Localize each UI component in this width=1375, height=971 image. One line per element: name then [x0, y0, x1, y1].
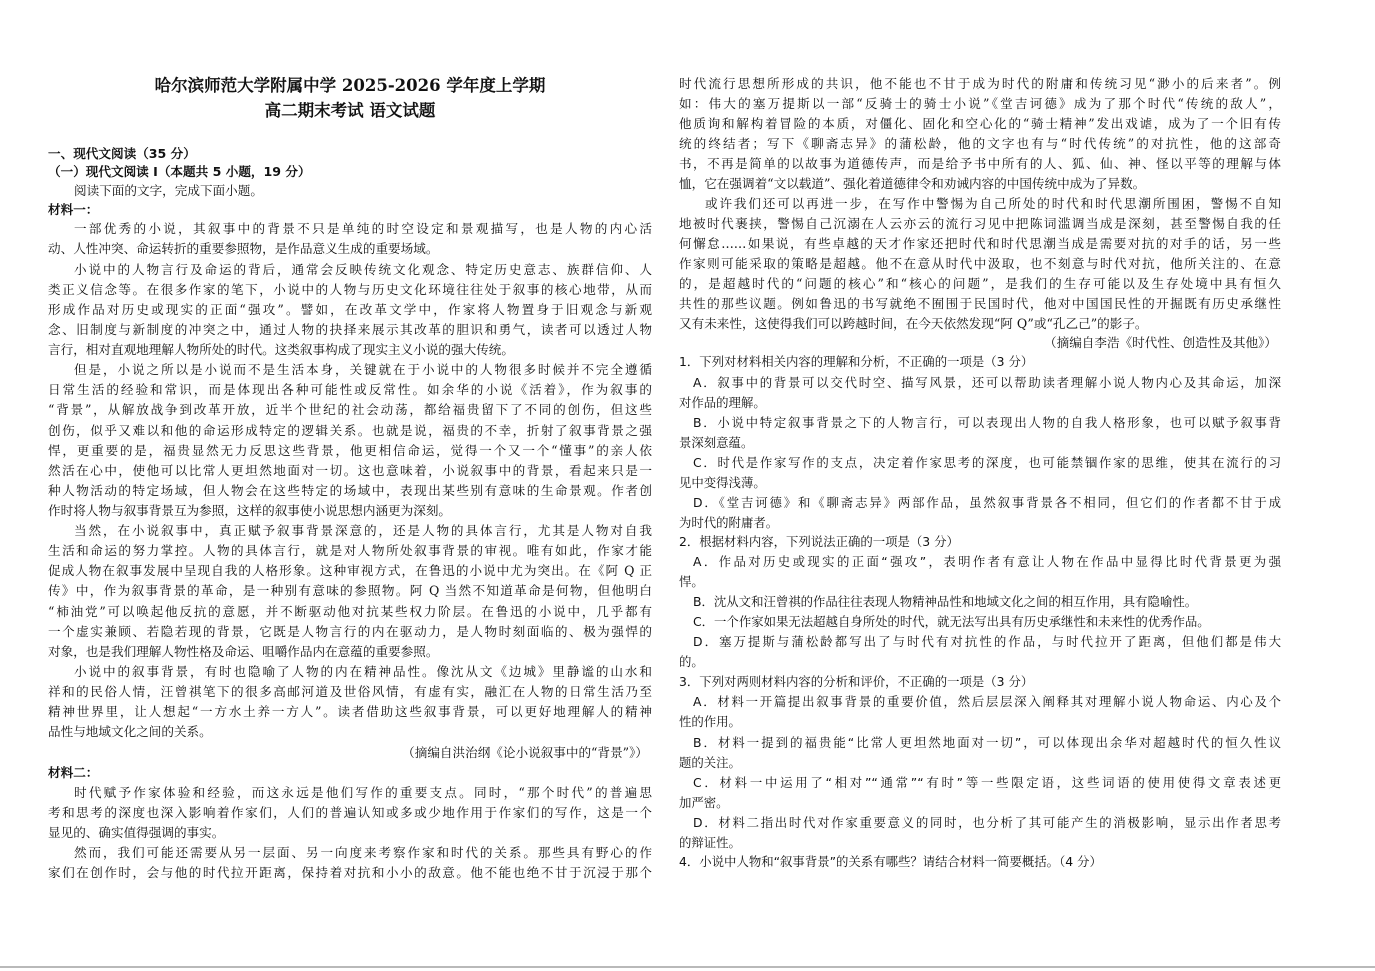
material-2-label: 材料二： — [48, 765, 99, 780]
material-1-line: 传》中，作为叙事背景的革命，是一种别有意味的参照物。阿 Q 当然不知道革命是何物，但他明白 — [48, 583, 652, 598]
question-3-option-a-cont: 性的作用。 — [679, 714, 741, 729]
material-1-line: 言行，相对直观地理解人物所处的时代。这类叙事构成了现实主义小说的强大传统。 — [48, 342, 514, 357]
question-3-option-a[interactable]: A．材料一开篇提出叙事背景的重要价值，然后层层深入阐释其对理解小说人物命运、内心及个 — [693, 694, 1281, 709]
material-2-line: 如：伟大的塞万提斯以一部“反骑士的骑士小说”《堂吉诃德》成为了那个时代“传统的敌人”， — [679, 96, 1281, 111]
material-2-line: 书，不再是简单的以故事为道德传声，而是给予书中所有的人、狐、仙、神、怪以平等的理解与体 — [679, 156, 1281, 171]
exam-title-line-2: 高二期末考试 语文试题 — [264, 101, 436, 120]
material-1-line: 类正义信念等。在很多作家的笔下，小说中的人物与历史文化环境往往处于叙事的核心地带，从而 — [48, 282, 652, 297]
section-subheading: （一）现代文阅读 I（本题共 5 小题，19 分） — [48, 164, 311, 179]
material-1-line: 小说中的人物言行及命运的背后，通常会反映传统文化观念、特定历史意志、族群信仰、人 — [74, 262, 652, 277]
material-1-line: 日常生活的经验和常识，而是体现出各种可能性或反常性。如余华的小说《活着》，作为叙事的 — [48, 382, 652, 397]
question-1-option-a[interactable]: A．叙事中的背景可以交代时空、描写风景，还可以帮助读者理解小说人物内心及其命运，加深 — [693, 375, 1281, 390]
question-3-option-d[interactable]: D．材料二指出时代对作家重要意义的同时，也分析了其可能产生的消极影响，显示出作者思考 — [693, 815, 1281, 830]
material-1-line: 悍，更重要的是，福贵显然无力反思这些背景，他更相信命运，觉得一个又一个“懂事”的亲人依 — [48, 443, 652, 458]
material-1-line: 小说中的叙事背景，有时也隐喻了人物的内在精神品性。像沈从文《边城》里静谧的山水和 — [74, 664, 652, 679]
material-1-source: （摘编自洪治纲《论小说叙事中的“背景”》） — [402, 745, 648, 760]
material-1-line: 动、人性冲突、命运转折的重要参照物，是作品意义生成的重要场域。 — [48, 241, 439, 256]
material-1-line: 促成人物在叙事发展中呈现自我的人格形象。这种审视方式，在鲁迅的小说中尤为突出。在《阿 Q 正 — [48, 563, 652, 578]
material-1-line: 品性与地域文化之间的关系。 — [48, 724, 212, 739]
question-2-option-b[interactable]: B．沈从文和汪曾祺的作品往往表现人物精神品性和地域文化之间的相互作用，具有隐喻性。 — [693, 594, 1198, 609]
question-1-option-b-cont: 景深刻意蕴。 — [679, 435, 754, 450]
material-1-line: 种人物活动的特定场域，但人物会在这些特定的场域中，表现出某些别有意味的生命景观。作者创 — [48, 483, 652, 498]
question-3-option-b[interactable]: B．材料一提到的福贵能“比常人更坦然地面对一切”，可以体现出余华对超越时代的恒久性议 — [693, 735, 1281, 750]
question-4-stem: 4．小说中人物和“叙事背景”的关系有哪些？请结合材料一简要概括。（4 分） — [679, 854, 1102, 869]
question-1-option-c-cont: 见中变得浅薄。 — [679, 475, 766, 490]
material-1-line: 创伤，似乎又难以和他的命运形成特定的逻辑关系。也就是说，福贵的不幸，折射了叙事背景之强 — [48, 423, 652, 438]
material-2-line: 地被时代裹挟，警惕自己沉溺在人云亦云的流行习见中把陈词滥调当成是深刻，甚至警惕自我的任 — [679, 216, 1281, 231]
material-1-line: 生活和命运的努力掌控。人物的具体言行，就是对人物所处叙事背景的审视。唯有如此，作家才能 — [48, 543, 652, 558]
question-1-option-d[interactable]: D．《堂吉诃德》和《聊斋志异》两部作品，虽然叙事背景各不相同，但它们的作者都不甘于成 — [693, 495, 1281, 510]
material-2-line: 或许我们还可以再进一步，在写作中警惕为自己所处的时代和时代思潮所围困，警惕不自知 — [705, 196, 1281, 211]
material-2-line: 显见的、确实值得强调的事实。 — [48, 825, 225, 840]
section-heading: 一、现代文阅读（35 分） — [48, 146, 196, 161]
material-2-line: 又有未来性，这使得我们可以跨越时间，在今天依然发现“阿 Q”或“孔乙己”的影子。 — [679, 316, 1148, 331]
question-1-stem: 1．下列对材料相关内容的理解和分析，不正确的一项是（3 分） — [679, 354, 1034, 369]
material-1-line: 念、旧制度与新制度的冲突之中，通过人物的抉择来展示其改革的胆识和勇气，读者可以透过人物 — [48, 322, 652, 337]
question-3-option-d-cont: 的辩证性。 — [679, 835, 741, 850]
question-2-stem: 2．根据材料内容，下列说法正确的一项是（3 分） — [679, 534, 959, 549]
material-1-line: 作时将人物与叙事背景互为参照，这样的叙事使小说思想内涵更为深刻。 — [48, 503, 451, 518]
material-2-line: 共性的那些议题。例如鲁迅的书写就绝不囿围于民国时代，他对中国国民性的开掘既有历史承继性 — [679, 296, 1281, 311]
material-1-line: 对象，也是我们理解人物性格及命运、咀嚼作品内在意蕴的重要参照。 — [48, 644, 439, 659]
exam-title-line-1: 哈尔滨师范大学附属中学 2025-2026 学年度上学期 — [154, 76, 546, 95]
material-2-line: 统的终结者；写下《聊斋志异》的蒲松龄，他的文字也有与“时代传统”的对抗性，他的这部奇 — [679, 136, 1281, 151]
material-1-line: “背景”，从解放战争到改革开放，近半个世纪的社会动荡，都给福贵留下了不同的创伤，但这些 — [48, 402, 652, 417]
question-2-option-d[interactable]: D．塞万提斯与蒲松龄都写出了与时代有对抗性的作品，与时代拉开了距离，但他们都是伟大 — [693, 634, 1281, 649]
question-1-option-c[interactable]: C．时代是作家写作的支点，决定着作家思考的深度，也可能禁锢作家的思维，使其在流行的习 — [693, 455, 1281, 470]
material-2-line: 的，是超越时代的“问题的核心”和“核心的问题”，是我们的生存可能以及生存处境中具有恒久 — [679, 276, 1281, 291]
question-3-option-c[interactable]: C．材料一中运用了“相对”“通常”“有时”等一些限定语，这些词语的使用使得文章表述更 — [693, 775, 1281, 790]
material-2-line: 他质询和解构着冒险的本质，对僵化、固化和空心化的“骑士精神”发出戏谑，成为了一个旧有传 — [679, 116, 1281, 131]
material-2-line: 时代流行思想所形成的共识，他不能也不甘于成为时代的附庸和传统习见“渺小的后来者”。例 — [679, 76, 1281, 91]
material-1-line: 然活在心中，使他可以比常人更坦然地面对一切。这也意味着，小说叙事中的背景，看起来只是一 — [48, 463, 652, 478]
material-1-line: 当然，在小说叙事中，真正赋予叙事背景深意的，还是人物的具体言行，尤其是人物对自我 — [74, 523, 652, 538]
material-2-source: （摘编自李浩《时代性、创造性及其他》） — [1044, 335, 1277, 350]
question-2-option-a-cont: 悍。 — [679, 574, 704, 589]
question-1-option-d-cont: 为时代的附庸者。 — [679, 515, 779, 530]
material-1-line: 一部优秀的小说，其叙事中的背景不只是单纯的时空设定和景观描写，也是人物的内心活 — [74, 221, 652, 236]
reading-instruction: 阅读下面的文字，完成下面小题。 — [74, 183, 263, 198]
material-1-line: 祥和的民俗人情，汪曾祺笔下的很多高邮河道及世俗风情，有虚有实，融汇在人物的日常生活乃至 — [48, 684, 652, 699]
material-1-line: 一个虚实兼顾、若隐若现的背景，它既是人物言行的内在驱动力，是人物时刻面临的、极为强悍的 — [48, 624, 652, 639]
material-2-line: 然而，我们可能还需要从另一层面、另一向度来考察作家和时代的关系。那些具有野心的作 — [74, 845, 652, 860]
question-3-option-b-cont: 题的关注。 — [679, 755, 741, 770]
question-2-option-c[interactable]: C．一个作家如果无法超越自身所处的时代，就无法写出具有历史承继性和未来性的优秀作品。 — [693, 614, 1210, 629]
question-2-option-d-cont: 的。 — [679, 654, 704, 669]
material-2-line: 作家则可能采取的策略是超越。他不在意从时代中汲取，也不刻意与时代对抗，他所关注的、在意 — [679, 256, 1281, 271]
material-1-label: 材料一： — [48, 202, 99, 217]
material-1-line: 精神世界里，让人想起“一方水土养一方人”。读者借助这些叙事背景，可以更好地理解人的精神 — [48, 704, 652, 719]
material-2-line: 考和思考的深度也深入影响着作家们，人们的普遍认知或多或少地作用于作家们的写作，这是一个 — [48, 805, 652, 820]
page-bottom-edge — [0, 966, 1375, 968]
material-1-line: “柿油党”可以唤起他反抗的意愿，并不断驱动他对抗某些权力阶层。在鲁迅的小说中，几乎都有 — [48, 604, 652, 619]
material-2-line: 家们在创作时，会与他的时代拉开距离，保持着对抗和小小的敌意。他不能也绝不甘于沉浸于那个 — [48, 865, 652, 880]
material-1-line: 形成作品对历史或现实的正面“强攻”。譬如，在改革文学中，作家将人物置身于旧观念与新观 — [48, 302, 652, 317]
question-1-option-b[interactable]: B．小说中特定叙事背景之下的人物言行，可以表现出人物的自我人格形象，也可以赋予叙事背 — [693, 415, 1281, 430]
question-3-stem: 3．下列对两则材料内容的分析和评价，不正确的一项是（3 分） — [679, 674, 1034, 689]
material-2-line: 何懈怠……如果说，有些卓越的天才作家还把时代和时代思潮当成是需要对抗的对手的话，另一些 — [679, 236, 1281, 251]
material-2-line: 时代赋予作家体验和经验，而这永远是他们写作的重要支点。同时，“那个时代”的普遍思 — [74, 785, 652, 800]
material-1-line: 但是，小说之所以是小说而不是生活本身，关键就在于小说中的人物很多时候并不完全遵循 — [74, 362, 652, 377]
material-2-line: 恤，它在强调着“文以载道”、强化着道德律令和劝诫内容的中国传统中成为了异数。 — [679, 176, 1146, 191]
question-2-option-a[interactable]: A．作品对历史或现实的正面“强攻”，表明作者有意让人物在作品中显得比时代背景更为强 — [693, 554, 1281, 569]
question-3-option-c-cont: 加严密。 — [679, 795, 729, 810]
question-1-option-a-cont: 对作品的理解。 — [679, 395, 766, 410]
